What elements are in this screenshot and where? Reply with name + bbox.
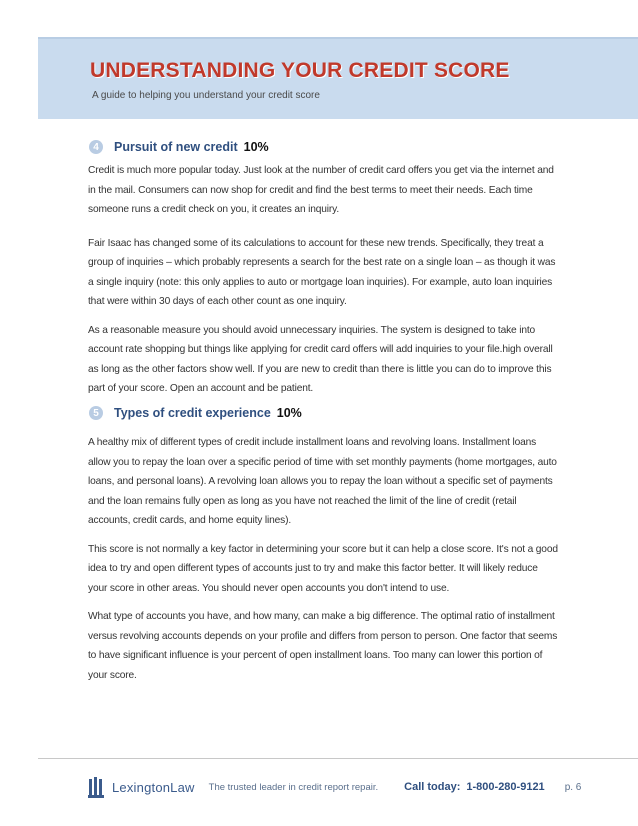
section-pursuit-of-new-credit (88, 137, 558, 399)
section-percent: 10% (243, 140, 269, 154)
paragraph: What type of accounts you have, and how many, can make a big difference. The optimal ratio of installment versus revolving accounts depends on your profile and differs from person to person. One factor that seems to have significant influence is your percent of open installment loans. Too many can lower this portion of your score. (88, 611, 558, 681)
paragraph: This score is not normally a key factor in determining your score but it can help a close score. It's not a good idea to try and open different types of accounts just to try and make this factor better. It will likely reduce your score in other areas. You should never open accounts you don't intend to use. (88, 543, 558, 594)
section-number-badge: 5 (89, 406, 103, 420)
section-types-of-credit-experience (88, 403, 558, 685)
page-number: p. 6 (564, 781, 582, 793)
footer-tagline: The trusted leader in credit report repair. (208, 781, 379, 793)
document-title: UNDERSTANDING YOUR CREDIT SCORE (90, 59, 510, 82)
paragraph: A healthy mix of different types of credit include installment loans and revolving loans. Installment loans allow you to repay the loan over a specific period of time with set monthly payments (home mortgages, auto loans, and personal loans). A revolving loan allows you to repay the loan without a specific set of payments and the loan remains fully open as long as you have not reached the limit of the line of credit (retail accounts, credit cards, and home equity lines). (88, 437, 557, 526)
section-heading (89, 403, 558, 423)
lexington-law-logo-icon (88, 775, 106, 799)
footer-divider (38, 758, 638, 759)
section-percent: 10% (276, 406, 302, 420)
header-band (38, 37, 638, 119)
section-heading (89, 137, 558, 157)
section-number-badge: 4 (89, 140, 103, 154)
paragraph: Fair Isaac has changed some of its calculations to account for these new trends. Specifically, they treat a group of inquiries – which probably represents a search for the best rate on a single loan – as though it was a single inquiry (note: this only applies to auto or mortgage loan inquiries). For example, auto loan inquiries that were within 30 days of each other count as one inquiry. (88, 237, 556, 307)
phone-number: 1-800-280-9121 (466, 781, 545, 793)
logo-text: LexingtonLaw (112, 779, 195, 795)
call-label: Call today: (404, 781, 461, 793)
document-subtitle: A guide to helping you understand your credit score (92, 90, 320, 101)
page-footer (88, 772, 608, 802)
section-title: Pursuit of new credit (114, 140, 238, 154)
paragraph: As a reasonable measure you should avoid unnecessary inquiries. The system is designed to take into account rate shopping but things like applying for credit card offers will add inquiries to your file.high overall as long as the other factors show well. If you are new to credit than there is little you can do to improve this part of your score. Open an account and be patient. (88, 324, 553, 394)
paragraph: Credit is much more popular today. Just look at the number of credit card offers you get via the internet and in the mail. Consumers can now shop for credit and find the best terms to meet their needs. Each time someone runs a credit check on you, it creates an inquiry. (88, 165, 554, 215)
section-title: Types of credit experience (114, 406, 271, 420)
